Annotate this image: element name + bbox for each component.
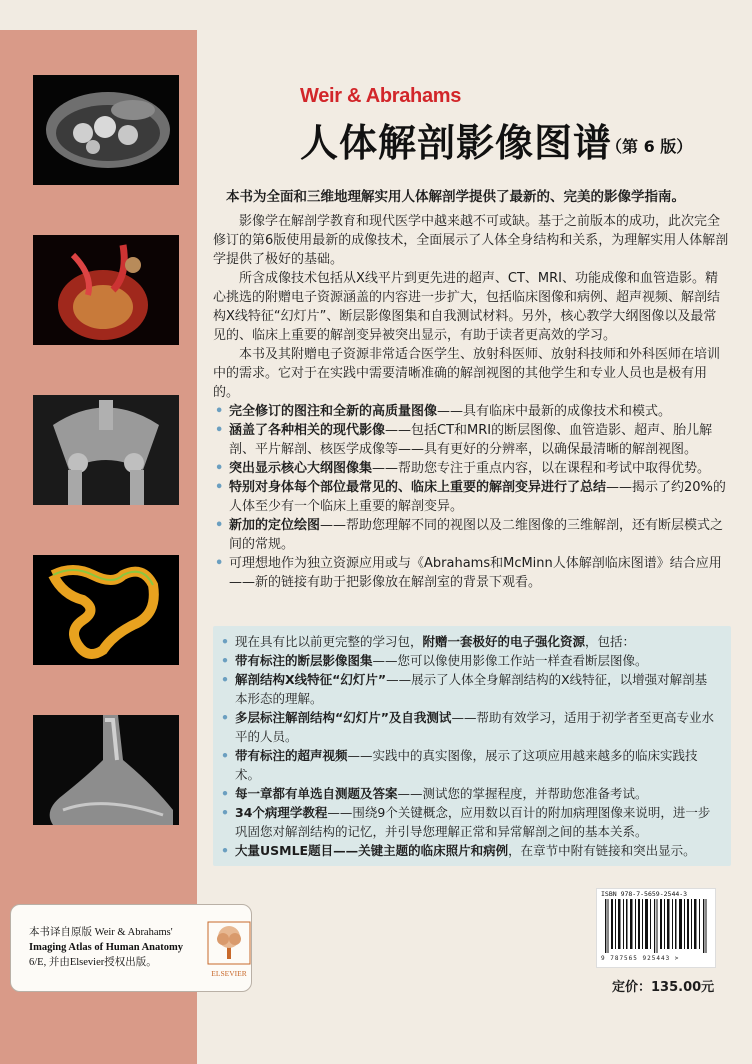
isbn-label: ISBN 978-7-5659-2544-3 <box>601 890 688 898</box>
resources-box <box>213 626 731 866</box>
license-note <box>10 904 252 992</box>
heart-vessels-thumbnail <box>33 235 179 345</box>
brand-title: Weir & Abrahams <box>300 85 462 107</box>
list-item: • 完全修订的图注和全新的高质量图像——具有临床中最新的成像技术和模式。 <box>213 402 729 421</box>
list-item: • 特别对身体每个部位最常见的、临床上重要的解剖变异进行了总结——揭示了约20%的人体至少有一个临床上重要的解剖变异。 <box>213 478 729 516</box>
elsevier-logo: ELSEVIER <box>207 921 251 977</box>
edition-label: （第 6 版） <box>606 137 693 156</box>
list-item: • 可理想地作为独立资源应用或与《Abrahams和McMinn人体解剖临床图谱》结合应用——新的链接有助于把影像放在解剖室的背景下观看。 <box>213 554 729 592</box>
paragraph: 所含成像技术包括从X线平片到更先进的超声、CT、MRI、功能成像和血管造影。精心挑选的附赠电子资源涵盖的内容进一步扩大，包括临床图像和病例、超声视频、解剖结构X线特征“幻灯片”、断层影像图集和自我测试材料。另外，核心教学大纲图像以及最常见的、临床上重要的解剖变异被突出显示，有助于读者更高效的学习。 <box>213 271 721 343</box>
list-item: • 每一章都有单选自测题及答案——测试您的掌握程度，并帮助您准备考试。 <box>219 784 719 803</box>
barcode <box>596 888 716 968</box>
list-item: • 34个病理学教程——围绕9个关键概念，应用数以百计的附加病理图像来说明，进一步巩固您对解剖结构的记忆，并引导您理解正常和异常解剖之间的基本关系。 <box>219 803 719 841</box>
price-label: 定价：135.00元 <box>612 980 715 995</box>
colon-angiogram-thumbnail <box>33 555 179 665</box>
feature-list <box>213 402 729 592</box>
barcode-bars <box>603 899 709 953</box>
list-item: • 带有标注的超声视频——实践中的真实图像，展示了这项应用越来越多的临床实践技术。 <box>219 746 719 784</box>
barcode-digits: 9 787565 925443 > <box>601 955 680 962</box>
license-text: 本书译自原版 Weir & Abrahams' Imaging Atlas of Human Anatomy 6/E, 并由Elsevier授权出版。 <box>29 927 184 968</box>
paragraph: 本书及其附赠电子资源非常适合医学生、放射科医师、放射科技师和外科医师在培训中的需求。它对于在实践中需要清晰准确的解剖视图的其他学生和专业人员也是极有用的。 <box>213 347 721 400</box>
list-item: • 解剖结构X线特征“幻灯片”——展示了人体全身解剖结构的X线特征，以增强对解剖基本形态的理解。 <box>219 670 719 708</box>
tree-icon <box>207 921 251 965</box>
lead-sentence: 本书为全面和三维地理解实用人体解剖学提供了最新的、完美的影像学指南。 <box>226 189 685 205</box>
list-item: • 大量USMLE题目——关键主题的临床照片和病例，在章节中附有链接和突出显示。 <box>219 841 719 860</box>
pelvis-xray-thumbnail <box>33 395 179 505</box>
list-item: • 突出显示核心大纲图像集——帮助您专注于重点内容，以在课程和考试中取得优势。 <box>213 459 729 478</box>
list-item: • 涵盖了各种相关的现代影像——包括CT和MRI的断层图像、血管造影、超声、胎儿解剖、平片解剖、核医学成像等——具有更好的分辨率，以确保最清晰的解剖视图。 <box>213 421 729 459</box>
foot-xray-thumbnail <box>33 715 179 825</box>
wrist-mri-thumbnail <box>33 75 179 185</box>
list-item: • 新加的定位绘图——帮助您理解不同的视图以及二维图像的三维解剖，还有断层模式之间的常规。 <box>213 516 729 554</box>
resources-list <box>219 632 719 860</box>
paragraph: 影像学在解剖学教育和现代医学中越来越不可或缺。基于之前版本的成功，此次完全修订的第6版使用最新的成像技术，全面展示了人体全身结构和关系，为理解实用人体解剖学提供了极好的基础。 <box>213 214 729 267</box>
description-block <box>213 212 729 592</box>
resources-intro: • 现在具有比以前更完整的学习包，附赠一套极好的电子强化资源，包括： <box>219 632 719 651</box>
list-item: • 带有标注的断层影像图集——您可以像使用影像工作站一样查看断层图像。 <box>219 651 719 670</box>
book-title: 人体解剖影像图谱 <box>300 121 613 165</box>
list-item: • 多层标注解剖结构“幻灯片”及自我测试——帮助有效学习，适用于初学者至更高专业水平的人员。 <box>219 708 719 746</box>
